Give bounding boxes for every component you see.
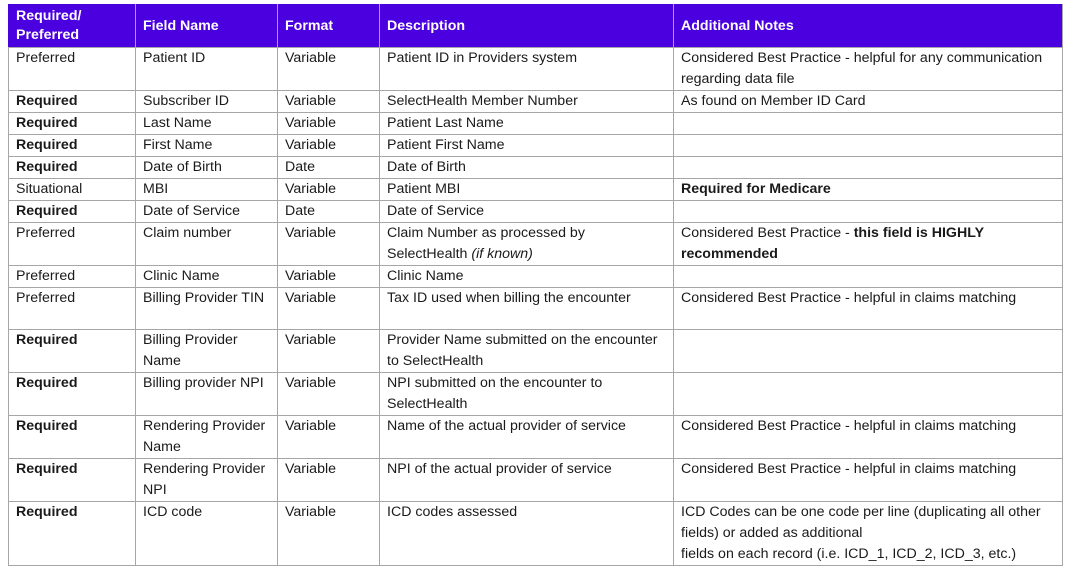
- cell-field-name: Rendering Provider NPI: [136, 459, 278, 502]
- cell-field-name: Rendering Provider Name: [136, 416, 278, 459]
- cell-description: Tax ID used when billing the encounter: [380, 288, 674, 330]
- cell-format: Variable: [278, 266, 380, 288]
- cell-notes: [674, 113, 1063, 135]
- cell-notes: Considered Best Practice - helpful in claims matching: [674, 288, 1063, 330]
- table-row: [9, 459, 1063, 502]
- table-row: [9, 330, 1063, 373]
- cell-notes: Considered Best Practice - helpful for any communication regarding data file: [674, 48, 1063, 91]
- description-text: Claim Number as processed by SelectHealth: [387, 225, 585, 262]
- cell-format: Variable: [278, 48, 380, 91]
- header-additional-notes: Additional Notes: [674, 5, 1063, 48]
- cell-format: Variable: [278, 91, 380, 113]
- cell-notes: [674, 266, 1063, 288]
- cell-requirement: Preferred: [9, 266, 136, 288]
- cell-requirement: Situational: [9, 179, 136, 201]
- cell-format: Variable: [278, 288, 380, 330]
- header-required-preferred: [9, 5, 136, 48]
- cell-field-name: First Name: [136, 135, 278, 157]
- cell-description: Patient Last Name: [380, 113, 674, 135]
- cell-requirement: Required: [9, 157, 136, 179]
- table-row: [9, 373, 1063, 416]
- cell-description: [380, 223, 674, 266]
- notes-emphasis: this field is HIGHLY recommended: [681, 225, 984, 262]
- cell-field-name: Last Name: [136, 113, 278, 135]
- table-row: [9, 201, 1063, 223]
- table-row: [9, 179, 1063, 201]
- cell-notes: [674, 373, 1063, 416]
- header-line: Preferred: [16, 27, 80, 43]
- cell-notes: As found on Member ID Card: [674, 91, 1063, 113]
- cell-description: SelectHealth Member Number: [380, 91, 674, 113]
- table-row: [9, 48, 1063, 91]
- cell-field-name: Date of Birth: [136, 157, 278, 179]
- cell-format: Variable: [278, 459, 380, 502]
- cell-field-name: Billing Provider Name: [136, 330, 278, 373]
- notes-text: Considered Best Practice -: [681, 225, 854, 241]
- cell-requirement: Required: [9, 135, 136, 157]
- table-row: [9, 157, 1063, 179]
- cell-field-name: Billing provider NPI: [136, 373, 278, 416]
- cell-requirement: Required: [9, 113, 136, 135]
- cell-notes: Considered Best Practice - helpful in claims matching: [674, 416, 1063, 459]
- cell-field-name: Date of Service: [136, 201, 278, 223]
- cell-field-name: Clinic Name: [136, 266, 278, 288]
- cell-description: Clinic Name: [380, 266, 674, 288]
- header-field-name: Field Name: [136, 5, 278, 48]
- table-row: [9, 223, 1063, 266]
- cell-format: Variable: [278, 179, 380, 201]
- cell-field-name: MBI: [136, 179, 278, 201]
- cell-requirement: Required: [9, 330, 136, 373]
- cell-format: Variable: [278, 113, 380, 135]
- cell-description: Name of the actual provider of service: [380, 416, 674, 459]
- cell-field-name: Patient ID: [136, 48, 278, 91]
- cell-description: ICD codes assessed: [380, 502, 674, 566]
- header-line: Required/: [16, 8, 82, 24]
- table-row: [9, 113, 1063, 135]
- table-row: [9, 502, 1063, 566]
- description-italic-note: (if known): [471, 246, 533, 262]
- cell-notes: [674, 502, 1063, 566]
- cell-description: Date of Birth: [380, 157, 674, 179]
- cell-requirement: Required: [9, 459, 136, 502]
- cell-notes: [674, 223, 1063, 266]
- cell-format: Date: [278, 157, 380, 179]
- cell-requirement: Required: [9, 502, 136, 566]
- cell-description: Date of Service: [380, 201, 674, 223]
- header-format: Format: [278, 5, 380, 48]
- cell-format: Variable: [278, 373, 380, 416]
- cell-field-name: Billing Provider TIN: [136, 288, 278, 330]
- table-row: [9, 416, 1063, 459]
- cell-field-name: ICD code: [136, 502, 278, 566]
- cell-field-name: Subscriber ID: [136, 91, 278, 113]
- cell-description: NPI of the actual provider of service: [380, 459, 674, 502]
- cell-format: Date: [278, 201, 380, 223]
- cell-requirement: Required: [9, 373, 136, 416]
- notes-text: fields on each record (i.e. ICD_1, ICD_2, ICD_3, etc.): [681, 546, 1017, 562]
- header-description: Description: [380, 5, 674, 48]
- table-row: [9, 135, 1063, 157]
- notes-text: ICD Codes can be one code per line (duplicating all other fields) or added as additional: [681, 504, 1041, 541]
- cell-field-name: Claim number: [136, 223, 278, 266]
- cell-requirement: Preferred: [9, 223, 136, 266]
- table-row: [9, 288, 1063, 330]
- cell-notes: [674, 157, 1063, 179]
- cell-description: Patient ID in Providers system: [380, 48, 674, 91]
- cell-format: Variable: [278, 502, 380, 566]
- cell-format: Variable: [278, 223, 380, 266]
- cell-description: Patient MBI: [380, 179, 674, 201]
- cell-requirement: Preferred: [9, 48, 136, 91]
- cell-notes: Considered Best Practice - helpful in claims matching: [674, 459, 1063, 502]
- cell-description: Patient First Name: [380, 135, 674, 157]
- header-row: [9, 5, 1063, 48]
- cell-description: Provider Name submitted on the encounter to SelectHealth: [380, 330, 674, 373]
- data-fields-table: [8, 4, 1063, 566]
- cell-format: Variable: [278, 135, 380, 157]
- cell-requirement: Required: [9, 416, 136, 459]
- cell-notes: [674, 135, 1063, 157]
- cell-format: Variable: [278, 330, 380, 373]
- cell-notes: [674, 201, 1063, 223]
- cell-notes: Required for Medicare: [674, 179, 1063, 201]
- table-row: [9, 266, 1063, 288]
- cell-description: NPI submitted on the encounter to SelectHealth: [380, 373, 674, 416]
- table-row: [9, 91, 1063, 113]
- cell-requirement: Required: [9, 91, 136, 113]
- cell-requirement: Required: [9, 201, 136, 223]
- cell-notes: [674, 330, 1063, 373]
- cell-requirement: Preferred: [9, 288, 136, 330]
- cell-format: Variable: [278, 416, 380, 459]
